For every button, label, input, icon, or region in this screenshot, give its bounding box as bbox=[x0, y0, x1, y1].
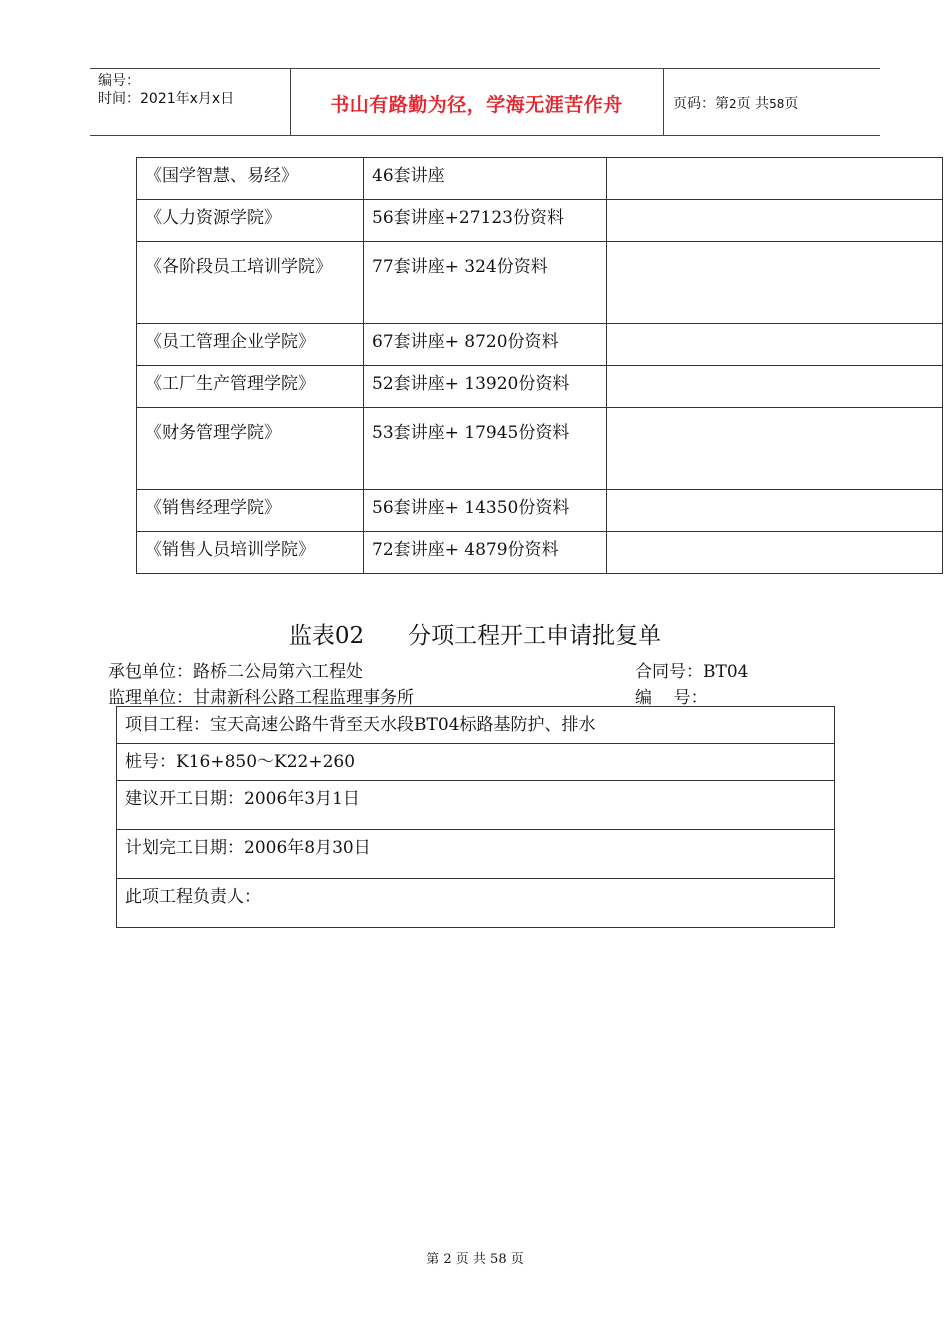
form-row bbox=[117, 707, 835, 744]
table-row bbox=[137, 366, 943, 408]
page-prefix: 页码：第 bbox=[673, 96, 729, 112]
start-date-field: 建议开工日期：2006年3月1日 bbox=[117, 781, 835, 830]
resource-name: 《销售人员培训学院》 bbox=[137, 532, 364, 574]
resource-table bbox=[136, 157, 943, 574]
table-row bbox=[137, 490, 943, 532]
page-suffix: 页 bbox=[784, 96, 799, 112]
page-mid: 页 共 bbox=[736, 96, 770, 112]
resource-note bbox=[607, 242, 943, 324]
supervisor-line: 监理单位：甘肃新科公路工程监理事务所 bbox=[108, 688, 414, 708]
header-divider-right bbox=[663, 68, 664, 135]
table-row bbox=[137, 200, 943, 242]
header-bottom-rule bbox=[90, 135, 880, 136]
finish-date-field: 计划完工日期：2006年8月30日 bbox=[117, 830, 835, 879]
resource-note bbox=[607, 408, 943, 490]
resource-content: 72套讲座+ 4879份资料 bbox=[364, 532, 607, 574]
resource-name: 《销售经理学院》 bbox=[137, 490, 364, 532]
resource-name: 《员工管理企业学院》 bbox=[137, 324, 364, 366]
resource-name: 《财务管理学院》 bbox=[137, 408, 364, 490]
table-row bbox=[137, 242, 943, 324]
resource-content: 56套讲座+ 14350份资料 bbox=[364, 490, 607, 532]
contract-number: 合同号：BT04 bbox=[635, 662, 749, 682]
resource-name: 《工厂生产管理学院》 bbox=[137, 366, 364, 408]
resource-content: 46套讲座 bbox=[364, 158, 607, 200]
form-title-text: 分项工程开工申请批复单 bbox=[408, 623, 662, 649]
contractor-line: 承包单位：路桥二公局第六工程处 bbox=[108, 662, 363, 682]
resource-note bbox=[607, 366, 943, 408]
station-field: 桩号：K16+850～K22+260 bbox=[117, 744, 835, 781]
header-motto: 书山有路勤为径，学海无涯苦作舟 bbox=[330, 94, 623, 116]
page-total: 58 bbox=[769, 97, 785, 111]
form-table bbox=[116, 706, 835, 928]
header-number-label: 编号： bbox=[98, 73, 140, 89]
table-row bbox=[137, 408, 943, 490]
form-title bbox=[0, 617, 950, 650]
table-row bbox=[137, 532, 943, 574]
table-row bbox=[137, 158, 943, 200]
resource-note bbox=[607, 200, 943, 242]
responsible-person-field: 此项工程负责人： bbox=[117, 879, 835, 928]
resource-content: 56套讲座+27123份资料 bbox=[364, 200, 607, 242]
form-row bbox=[117, 744, 835, 781]
header-time-label: 时间：2021年x月x日 bbox=[98, 91, 235, 107]
resource-note bbox=[607, 158, 943, 200]
page-footer: 第 2 页 共 58 页 bbox=[426, 1252, 524, 1267]
form-row bbox=[117, 830, 835, 879]
header-page-indicator bbox=[673, 93, 798, 113]
resource-note bbox=[607, 490, 943, 532]
resource-content: 77套讲座+ 324份资料 bbox=[364, 242, 607, 324]
form-row bbox=[117, 781, 835, 830]
form-row bbox=[117, 879, 835, 928]
resource-name: 《国学智慧、易经》 bbox=[137, 158, 364, 200]
serial-number: 编 号： bbox=[635, 688, 708, 708]
header-info bbox=[98, 72, 234, 108]
resource-content: 52套讲座+ 13920份资料 bbox=[364, 366, 607, 408]
resource-content: 67套讲座+ 8720份资料 bbox=[364, 324, 607, 366]
resource-content: 53套讲座+ 17945份资料 bbox=[364, 408, 607, 490]
resource-note bbox=[607, 532, 943, 574]
resource-name: 《各阶段员工培训学院》 bbox=[137, 242, 364, 324]
project-field: 项目工程：宝天高速公路牛背至天水段BT04标路基防护、排水 bbox=[117, 707, 835, 744]
page-number: 2 bbox=[729, 97, 737, 111]
resource-name: 《人力资源学院》 bbox=[137, 200, 364, 242]
table-row bbox=[137, 324, 943, 366]
form-title-code: 监表02 bbox=[288, 623, 365, 649]
header-top-rule bbox=[90, 68, 880, 69]
resource-note bbox=[607, 324, 943, 366]
